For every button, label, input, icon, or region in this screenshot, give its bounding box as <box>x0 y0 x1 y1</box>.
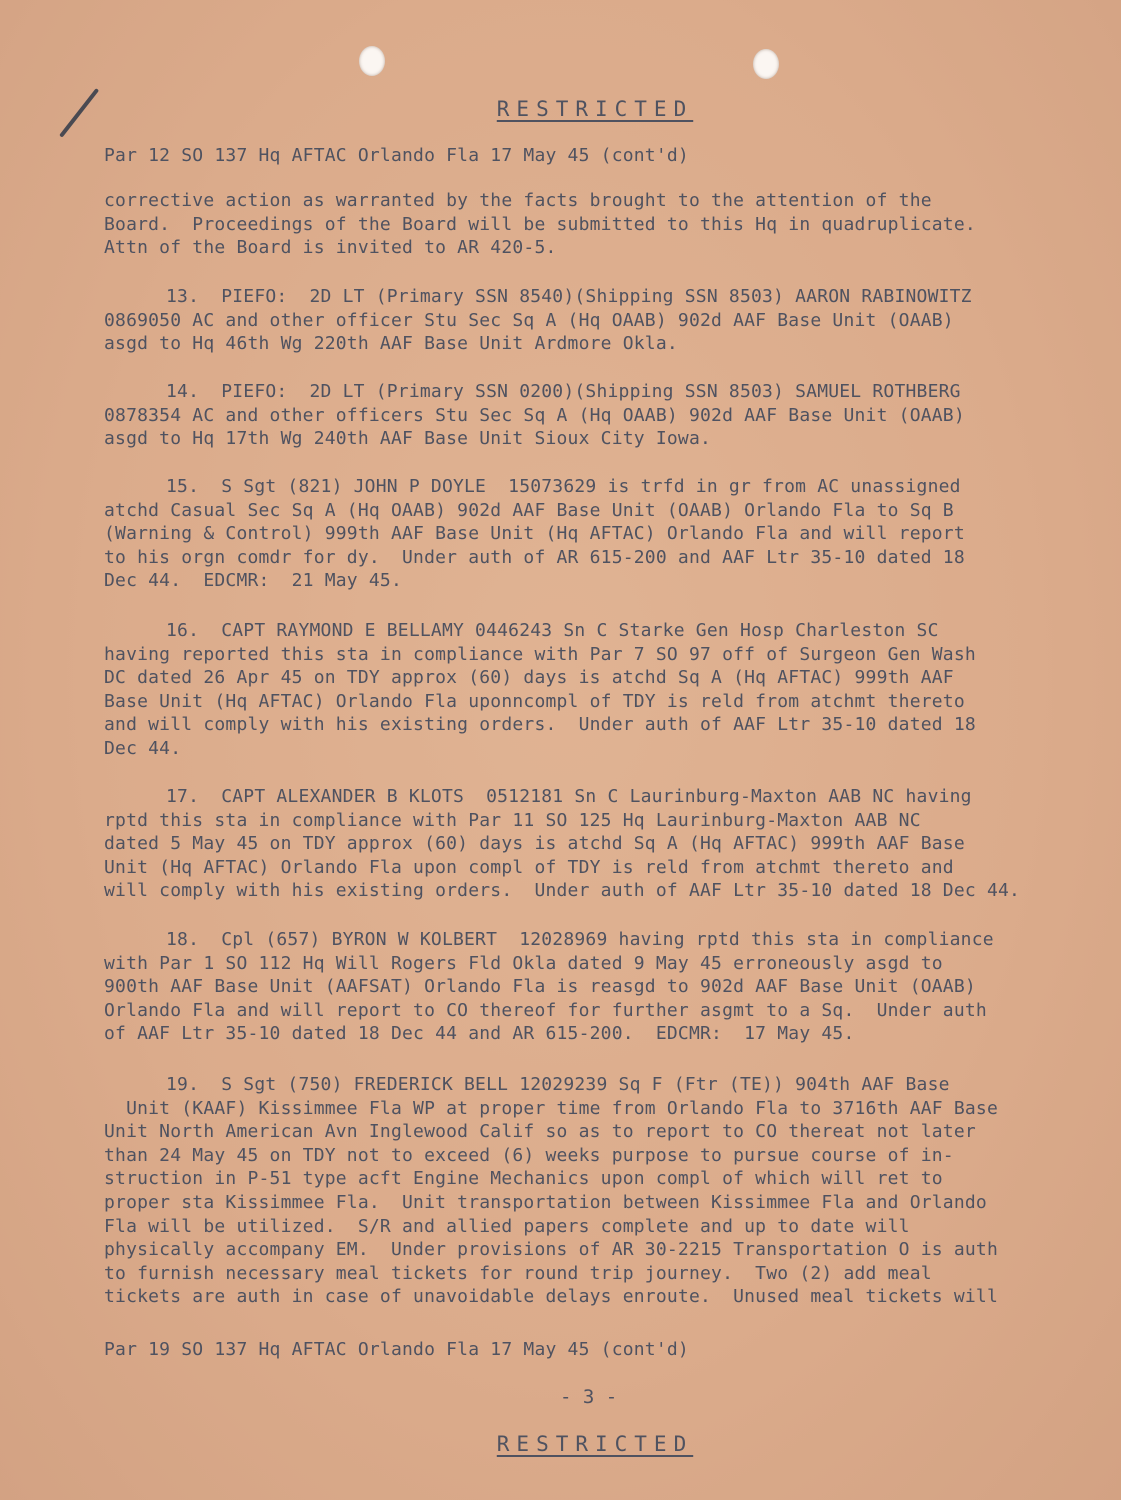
text-line: 0869050 AC and other officer Stu Sec Sq A (Hq OAAB) 902d AAF Base Unit (OAAB) <box>104 309 954 331</box>
paragraph-number: 16. <box>166 620 200 641</box>
text-line: PIEFO: 2D LT (Primary SSN 8540)(Shipping SSN 8503) AARON RABINOWITZ <box>221 286 972 307</box>
text-line: Board. Proceedings of the Board will be submitted to this Hq in quadruplicate. <box>104 213 976 235</box>
text-line: will comply with his existing orders. Under auth of AAF Ltr 35-10 dated 18 Dec 44. <box>104 880 1021 902</box>
classification-top: RESTRICTED <box>496 97 694 121</box>
text-line: than 24 May 45 on TDY not to exceed (6) weeks purpose to pursue course of in- <box>104 1144 954 1166</box>
paragraph-13 <box>104 285 1064 356</box>
text-line: Dec 44. <box>104 737 182 759</box>
text-line: Unit North American Avn Inglewood Calif so as to report to CO thereat not later <box>104 1121 976 1143</box>
text-line: Unit (Hq AFTAC) Orlando Fla upon compl of TDY is reld from atchmt thereto and <box>104 856 954 878</box>
paragraph-number: 15. <box>166 476 200 497</box>
text-line: struction in P-51 type acft Engine Mechanics upon compl of which will ret to <box>104 1168 943 1190</box>
text-line: with Par 1 SO 112 Hq Will Rogers Fld Okla dated 9 May 45 erroneously asgd to <box>104 952 943 974</box>
paragraph-number: 17. <box>166 786 200 807</box>
paragraph-number: 19. <box>166 1074 200 1095</box>
punch-hole-right <box>753 49 779 79</box>
paragraph-number: 13. <box>166 286 200 307</box>
paragraph-16 <box>104 619 1064 761</box>
paragraph-19 <box>104 1073 1064 1309</box>
text-line: asgd to Hq 46th Wg 220th AAF Base Unit Ardmore Okla. <box>104 333 678 355</box>
text-line: S Sgt (821) JOHN P DOYLE 15073629 is trfd in gr from AC unassigned <box>221 476 961 497</box>
text-line: Attn of the Board is invited to AR 420-5. <box>104 237 557 259</box>
text-line: Cpl (657) BYRON W KOLBERT 12028969 having rptd this sta in compliance <box>221 929 994 950</box>
text-line: PIEFO: 2D LT (Primary SSN 0200)(Shipping SSN 8503) SAMUEL ROTHBERG <box>221 381 961 402</box>
text-line: Orlando Fla and will report to CO thereof for further asgmt to a Sq. Under auth <box>104 999 987 1021</box>
text-line: atchd Casual Sec Sq A (Hq OAAB) 902d AAF Base Unit (OAAB) Orlando Fla to Sq B <box>104 499 954 521</box>
text-line: CAPT ALEXANDER B KLOTS 0512181 Sn C Laurinburg-Maxton AAB NC having <box>221 786 972 807</box>
text-line: of AAF Ltr 35-10 dated 18 Dec 44 and AR 615-200. EDCMR: 17 May 45. <box>104 1023 855 1045</box>
text-line: asgd to Hq 17th Wg 240th AAF Base Unit Sioux City Iowa. <box>104 428 712 450</box>
paragraph-14 <box>104 380 1064 451</box>
text-line: physically accompany EM. Under provisions of AR 30-2215 Transportation O is auth <box>104 1239 998 1261</box>
text-line: corrective action as warranted by the facts brought to the attention of the <box>104 190 932 211</box>
text-line: dated 5 May 45 on TDY approx (60) days is atchd Sq A (Hq AFTAC) 999th AAF Base <box>104 833 965 855</box>
text-line: proper sta Kissimmee Fla. Unit transportation between Kissimmee Fla and Orlando <box>104 1191 987 1213</box>
punch-hole-left <box>359 46 385 76</box>
text-line: tickets are auth in case of unavoidable delays enroute. Unused meal tickets will <box>104 1286 998 1308</box>
continuation-header: Par 12 SO 137 Hq AFTAC Orlando Fla 17 May 45 (cont'd) <box>104 145 689 166</box>
paragraph-number: 14. <box>166 381 200 402</box>
page-number: - 3 - <box>560 1386 618 1408</box>
text-line: DC dated 26 Apr 45 on TDY approx (60) days is atchd Sq A (Hq AFTAC) 999th AAF <box>104 667 954 689</box>
text-line: rptd this sta in compliance with Par 11 SO 125 Hq Laurinburg-Maxton AAB NC <box>104 809 921 831</box>
text-line: and will comply with his existing orders. Under auth of AAF Ltr 35-10 dated 18 <box>104 714 976 736</box>
text-line: Dec 44. EDCMR: 21 May 45. <box>104 570 402 592</box>
text-line: CAPT RAYMOND E BELLAMY 0446243 Sn C Starke Gen Hosp Charleston SC <box>221 620 939 641</box>
text-line: Base Unit (Hq AFTAC) Orlando Fla uponncompl of TDY is reld from atchmt thereto <box>104 690 965 712</box>
text-line: S Sgt (750) FREDERICK BELL 12029239 Sq F (Ftr (TE)) 904th AAF Base <box>221 1074 950 1095</box>
text-line: having reported this sta in compliance with Par 7 SO 97 off of Surgeon Gen Wash <box>104 643 976 665</box>
continuation-footer: Par 19 SO 137 Hq AFTAC Orlando Fla 17 May 45 (cont'd) <box>104 1339 689 1360</box>
paragraph-17 <box>104 785 1064 903</box>
text-line: to furnish necessary meal tickets for round trip journey. Two (2) add meal <box>104 1262 932 1284</box>
paragraph-18 <box>104 928 1064 1046</box>
pencil-mark <box>59 88 99 138</box>
classification-bottom: RESTRICTED <box>496 1432 694 1456</box>
paragraph-15 <box>104 475 1064 593</box>
text-line: to his orgn comdr for dy. Under auth of AR 615-200 and AAF Ltr 35-10 dated 18 <box>104 546 965 568</box>
text-line: Unit (KAAF) Kissimmee Fla WP at proper time from Orlando Fla to 3716th AAF Base <box>104 1097 998 1119</box>
text-line: 0878354 AC and other officers Stu Sec Sq A (Hq OAAB) 902d AAF Base Unit (OAAB) <box>104 404 965 426</box>
text-line: 900th AAF Base Unit (AAFSAT) Orlando Fla is reasgd to 902d AAF Base Unit (OAAB) <box>104 976 976 998</box>
text-line: Fla will be utilized. S/R and allied papers complete and up to date will <box>104 1215 910 1237</box>
text-line: (Warning & Control) 999th AAF Base Unit (Hq AFTAC) Orlando Fla and will report <box>104 523 965 545</box>
intro-paragraph <box>104 189 1064 260</box>
paragraph-number: 18. <box>166 929 200 950</box>
